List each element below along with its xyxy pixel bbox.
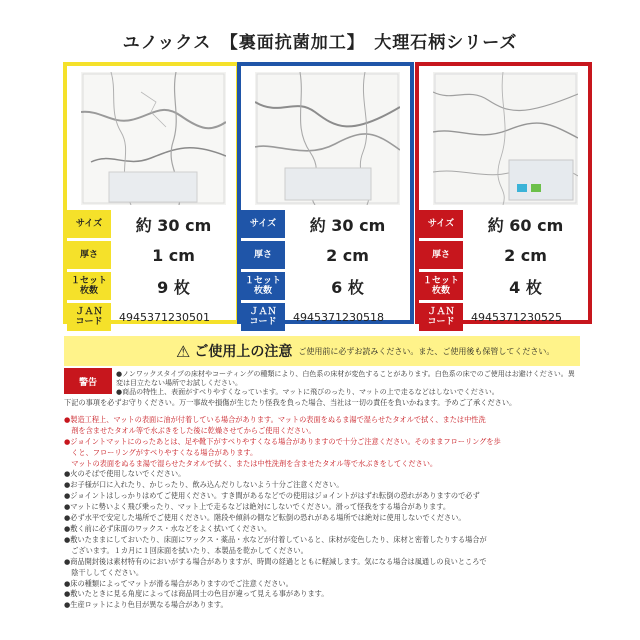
marble-mat-graphic: [81, 72, 226, 205]
set-count-value: 4 枚: [509, 277, 542, 297]
marble-mat-image: [81, 72, 226, 205]
note-item: ●敷いたときに見る角度によっては商品同士の色目が違って見える事があります。: [64, 589, 329, 599]
note-item: 剤を含ませたタオル等で水ぶきをした後に乾燥させてからご使用ください。: [64, 425, 316, 435]
spec-row-jan: [241, 303, 410, 331]
note-item: ●お子様が口に入れたり、かじったり、飲み込んだりしないよう十分ご注意ください。: [64, 480, 344, 490]
notes-intro: 下記の事項を必ずお守りください。万一事故や損傷が生じたり怪我を負った場合、当社は一切の責任を負いかねます。予めご了承ください。: [64, 398, 517, 407]
page-title: ユノックス 【裏面抗菌加工】 大理石柄シリーズ: [122, 33, 518, 53]
set-count-label: １セット 枚数: [241, 272, 285, 300]
spec-row-size: [67, 210, 236, 238]
usage-notice-banner: [64, 336, 580, 366]
note-item: ございます。１カ月に１回床面を拭いたり、本製品を乾かしてください。: [64, 545, 308, 555]
thickness-value: 2 cm: [504, 245, 547, 265]
size-value: 約 60 cm: [487, 215, 564, 235]
spec-row-thickness: [419, 241, 588, 269]
set-count-label: １セット 枚数: [67, 272, 111, 300]
marble-mat-graphic: [255, 72, 400, 205]
note-item: ●生産ロットにより色目が異なる場合があります。: [64, 600, 228, 610]
spec-row-jan: [67, 303, 236, 331]
size-value: 約 30 cm: [135, 215, 212, 235]
marble-mat-image: [255, 72, 400, 205]
size-value: 約 30 cm: [309, 215, 386, 235]
note-item: 陰干ししてください。: [64, 567, 144, 577]
marble-mat-graphic: [433, 72, 578, 205]
spec-row-size: [419, 210, 588, 238]
spec-row-size: [241, 210, 410, 238]
set-count-value: 6 枚: [331, 277, 364, 297]
note-item: くと、フローリングがすべりやすくなる場合があります。: [64, 447, 258, 457]
jan-value: 4945371230518: [293, 310, 384, 324]
jan-label: ＪＡＮ コード: [67, 303, 111, 331]
warning-triangle-icon: ⚠: [176, 341, 191, 361]
caution-notes-list: [64, 398, 580, 611]
spec-row-jan: [419, 303, 588, 331]
note-item: ●製造工程上、マットの表面に油が付着している場合があります。マットの表面をぬるま湯で湿らせたタオルで拭く、または中性洗: [64, 414, 486, 424]
note-item: ●商品開封後は素材特有のにおいがする場合がありますが、時間の経過とともに軽減します。気になる場合は風通しの良いところで: [64, 556, 487, 566]
size-label: サイズ: [241, 210, 285, 238]
spec-row-set-count: [241, 272, 410, 300]
note-item: ●敷く前に必ず床面のワックス・水などをよく拭いてください。: [64, 523, 272, 533]
warning-text: [112, 368, 580, 394]
note-item: ●必ず水平で安定した場所でご使用ください。階段や傾斜の側など転倒の恐れがある場所では絶対に使用しないでください。: [64, 513, 466, 523]
warning-line: ●商品の特性上、表面がすべりやすくなっています。マットに飛びのったり、マットの上で走るなどはしないでください。: [116, 388, 499, 396]
thickness-value: 1 cm: [152, 245, 195, 265]
note-item: ●マットに勢いよく飛び乗ったり、マット上で走るなどは絶対にしないでください。滑って怪我をする場合があります。: [64, 502, 451, 512]
warning-label: 警告: [64, 368, 112, 394]
set-count-value: 9 枚: [157, 277, 190, 297]
spec-row-set-count: [67, 272, 236, 300]
marble-mat-image: [433, 72, 578, 205]
warning-line: ●ノンワックスタイプの床材やコーティングの種類により、白色系の床材が変色することがあります。白色系の床でのご使用はお避けください。異変は目立たない場所でお試しください。: [116, 370, 575, 387]
notice-subtitle: ご使用前に必ずお読みください。また、ご使用後も保管してください。: [298, 346, 555, 356]
note-item: ●火のそばで使用しないでください。: [64, 469, 186, 479]
notice-title: ご使用上の注意: [194, 344, 293, 360]
jan-value: 4945371230525: [471, 310, 562, 324]
set-count-label: １セット 枚数: [419, 272, 463, 300]
warning-box: [64, 368, 580, 394]
spec-row-thickness: [241, 241, 410, 269]
thickness-label: 厚さ: [241, 241, 285, 269]
size-label: サイズ: [67, 210, 111, 238]
note-item: マットの表面をぬるま湯で湿らせたタオルで拭く、または中性洗剤を含ませたタオル等で水ぶきをしてください。: [64, 458, 438, 468]
product-card-30cm-1cm: [63, 62, 240, 327]
size-label: サイズ: [419, 210, 463, 238]
jan-value: 4945371230501: [119, 310, 210, 324]
product-card-30cm-2cm: [237, 62, 414, 327]
note-item: ●敷いたままにしておいたり、床面にワックス・薬品・水などが付着していると、床材が変色したり、床材と密着したりする場合が: [64, 534, 487, 544]
note-item: ●ジョイントマットにのったあとは、足や靴下がすべりやすくなる場合がありますので十分ご注意ください。そのままフローリングを歩: [64, 436, 501, 446]
thickness-label: 厚さ: [419, 241, 463, 269]
note-item: ●ジョイントはしっかりはめてご使用ください。すき間があるなどでの使用はジョイントがはずれ転倒の恐れがありますので必ず: [64, 491, 480, 501]
note-item: ●床の種類によってマットが滑る場合がありますのでご注意ください。: [64, 578, 293, 588]
thickness-value: 2 cm: [326, 245, 369, 265]
product-card-60cm-2cm: [415, 62, 592, 327]
spec-row-thickness: [67, 241, 236, 269]
thickness-label: 厚さ: [67, 241, 111, 269]
spec-row-set-count: [419, 272, 588, 300]
jan-label: ＪＡＮ コード: [419, 303, 463, 331]
jan-label: ＪＡＮ コード: [241, 303, 285, 331]
